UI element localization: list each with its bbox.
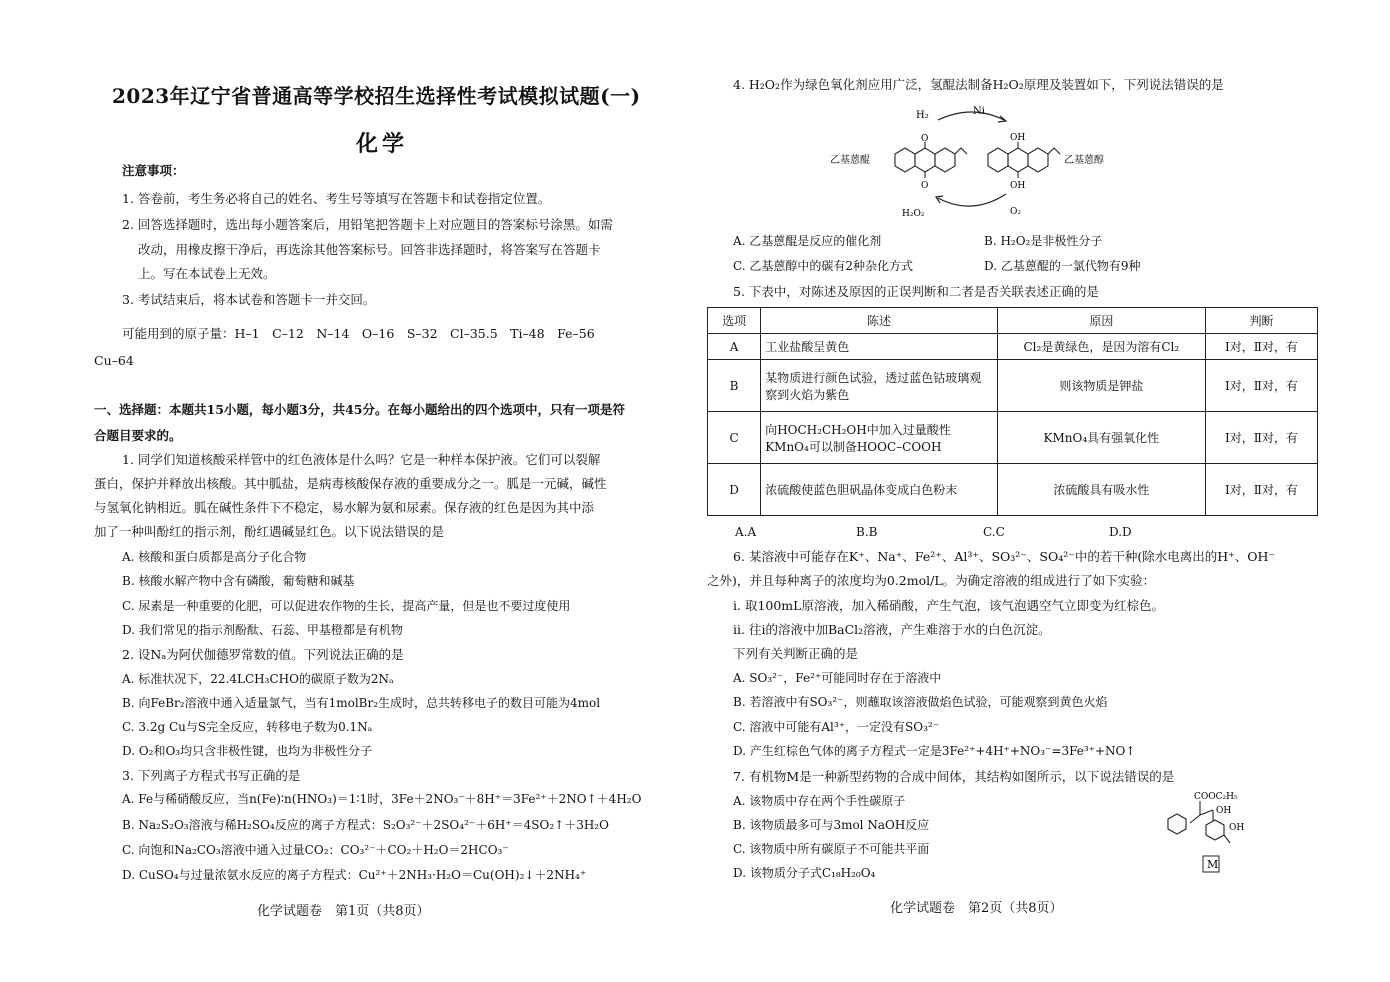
q4-option-b: B. H₂O₂是非极性分子 [984,234,1103,248]
right-molecule-label: 乙基蒽醇 [1064,155,1104,166]
table-header: 原因 [997,308,1205,334]
phenol-oh-group: OH [1229,823,1245,833]
o-top: O [921,134,929,144]
q1-option-a: A. 核酸和蛋白质都是高分子化合物 [122,550,307,564]
right-page [695,0,1390,982]
q1-option-d: D. 我们常见的指示剂酚酞、石蕊、甲基橙都是有机物 [122,623,403,637]
q6-stem: 6. 某溶液中可能存在K⁺、Na⁺、Fe²⁺、Al³⁺、SO₃²⁻、SO₄²⁻中的若干种(除水电离出的H⁺、OH⁻ [733,549,1275,564]
ni-label: Ni [973,106,985,117]
q5-option-b: B.B [856,525,878,539]
phenyl-ring [1168,814,1186,834]
table-cell: KMnO₄具有强氧化性 [997,412,1205,464]
bottom-arrow [938,194,1006,206]
q3-stem: 3. 下列离子方程式书写正确的是 [122,768,301,783]
q4-option-a: A. 乙基蒽醌是反应的催化剂 [733,234,882,248]
q5-table [707,307,1318,516]
ethylanthrahydroquinone-structure [988,142,1060,178]
q3-option-a: A. Fe与稀硝酸反应，当n(Fe)∶n(HNO₃)＝1∶1时，3Fe＋2NO₃⁻＋8H⁺＝3Fe²⁺＋2NO↑＋4H₂O [122,792,642,806]
table-cell: 工业盐酸呈黄色 [761,334,998,360]
q7-option-c: C. 该物质中所有碳原子不可能共平面 [733,842,930,856]
table-cell: 浓硫酸具有吸水性 [997,464,1205,516]
ester-group: COOC₂H₅ [1194,792,1238,802]
table-cell: 浓硫酸使蓝色胆矾晶体变成白色粉末 [761,464,998,516]
table-cell: Cl₂是黄绿色，是因为溶有Cl₂ [997,334,1205,360]
q2-stem: 2. 设Nₐ为阿伏伽德罗常数的值。下列说法正确的是 [122,647,404,662]
q6-option-a: A. SO₃²⁻，Fe²⁺可能同时存在于溶液中 [733,671,942,685]
o2-label: O₂ [1010,207,1021,217]
compound-m-structure [1160,783,1280,879]
table-row [708,334,1318,360]
anthraquinone-cycle-diagram [830,98,1130,224]
table-header: 陈述 [761,308,998,334]
table-cell: 某物质进行颜色试验，透过蓝色钴玻璃观察到火焰为紫色 [761,360,998,412]
oh-top: OH [1010,133,1026,143]
q7-option-b: B. 该物质最多可与3mol NaOH反应 [733,818,930,832]
left-molecule-label: 乙基蒽醌 [830,155,870,166]
atomic-masses-cont: Cu–64 [94,353,134,368]
notice-line: 3. 考试结束后，将本试卷和答题卡一并交回。 [122,292,376,307]
section-heading-cont: 合题目要求的。 [94,428,182,443]
ethylanthraquinone-structure [895,142,967,178]
q7-option-d: D. 该物质分子式C₁₈H₂₀O₄ [733,866,876,880]
q3-option-c: C. 向饱和Na₂CO₃溶液中通入过量CO₂：CO₃²⁻＋CO₂＋H₂O＝2HCO₃⁻ [122,843,509,857]
table-cell: Ⅰ对，Ⅱ对，有 [1205,412,1317,464]
q3-option-d: D. CuSO₄与过量浓氨水反应的离子方程式：Cu²⁺＋2NH₃·H₂O＝Cu(OH)₂↓＋2NH₄⁺ [122,868,587,882]
q3-option-b: B. Na₂S₂O₃溶液与稀H₂SO₄反应的离子方程式：S₂O₃²⁻＋2SO₄²⁻＋6H⁺＝4SO₂↑＋3H₂O [122,818,609,832]
q4-option-c: C. 乙基蒽醇中的碳有2种杂化方式 [733,259,914,273]
h2o2-label: H₂O₂ [902,209,925,219]
phenol-ring [1206,820,1224,840]
notice-line: 改动，用橡皮擦干净后，再选涂其他答案标号。回答非选择题时，将答案写在答题卡 [138,242,601,257]
q6-option-c: C. 溶液中可能有Al³⁺，一定没有SO₃²⁻ [733,720,940,734]
table-row [708,464,1318,516]
q2-option-c: C. 3.2g Cu与S完全反应，转移电子数为0.1Nₐ [122,720,373,734]
notice-line: 1. 答卷前，考生务必将自己的姓名、考生号等填写在答题卡和试卷指定位置。 [122,191,551,206]
table-header: 选项 [708,308,761,334]
table-cell: 向HOCH₂CH₂OH中加入过量酸性KMnO₄可以制备HOOC–COOH [761,412,998,464]
table-cell: Ⅰ对，Ⅱ对，有 [1205,464,1317,516]
table-row [708,360,1318,412]
q1-stem: 1. 同学们知道核酸采样管中的红色液体是什么吗？它是一种样本保护液。它们可以裂解 [122,452,601,467]
o-bottom: O [921,181,929,191]
q5-option-d: D.D [1109,525,1132,539]
table-cell: A [708,334,761,360]
q4-option-d: D. 乙基蒽醌的一氯代物有9种 [984,259,1141,273]
q4-stem: 4. H₂O₂作为绿色氧化剂应用广泛，氢醌法制备H₂O₂原理及装置如下，下列说法错误的是 [733,77,1224,92]
exam-title: 2023年辽宁省普通高等学校招生选择性考试模拟试题(一) [112,84,641,108]
q1-option-c: C. 尿素是一种重要的化肥，可以促进农作物的生长，提高产量，但是也不要过度使用 [122,599,571,613]
oh-group: OH [1216,806,1232,816]
q2-option-d: D. O₂和O₃均只含非极性键，也均为非极性分子 [122,744,373,758]
top-arrow [938,112,1004,120]
q7-stem: 7. 有机物M是一种新型药物的合成中间体，其结构如图所示，以下说法错误的是 [733,769,1175,784]
notice-heading: 注意事项： [122,163,185,178]
table-cell: Ⅰ对，Ⅱ对，有 [1205,360,1317,412]
table-header-row [708,308,1318,334]
page-footer: 化学试题卷 第1页（共8页） [257,904,430,919]
table-row [708,412,1318,464]
q2-option-b: B. 向FeBr₂溶液中通入适量氯气，当有1molBr₂生成时，总共转移电子的数目可能为4mol [122,696,601,710]
q1-stem: 蛋白，保护并释放出核酸。其中胍盐，是病毒核酸保存液的重要成分之一。胍是一元碱，碱性 [94,476,607,491]
table-cell: C [708,412,761,464]
q5-option-a: A.A [735,525,757,539]
table-cell: Ⅰ对，Ⅱ对，有 [1205,334,1317,360]
q1-option-b: B. 核酸水解产物中含有磷酸，葡萄糖和碱基 [122,574,355,588]
q7-option-a: A. 该物质中存在两个手性碳原子 [733,794,906,808]
table-cell: D [708,464,761,516]
section-heading: 一、选择题：本题共15小题，每小题3分，共45分。在每小题给出的四个选项中，只有一项是符 [94,402,625,417]
q6-step: ⅰ. 取100mL原溶液，加入稀硝酸，产生气泡，该气泡遇空气立即变为红棕色。 [733,598,1164,613]
page-footer: 化学试题卷 第2页（共8页） [890,901,1063,916]
notice-line: 2. 回答选择题时，选出每小题答案后，用铅笔把答题卡上对应题目的答案标号涂黑。如需 [122,217,613,232]
oh-bottom: OH [1010,181,1026,191]
table-cell: B [708,360,761,412]
q1-stem: 与氢氧化钠相近。胍在碱性条件下不稳定，易水解为氨和尿素。保存液的红色是因为其中添 [94,500,595,515]
compound-label: M [1207,858,1219,871]
atomic-masses: 可能用到的原子量：H–1 C–12 N–14 O–16 S–32 Cl–35.5 Ti–48 Fe–56 [122,326,595,341]
h2-label: H₂ [916,110,929,121]
table-header: 判断 [1205,308,1317,334]
q2-option-a: A. 标准状况下，22.4LCH₃CHO的碳原子数为2Nₐ [122,672,394,686]
q6-option-d: D. 产生红棕色气体的离子方程式一定是3Fe²⁺+4H⁺+NO₃⁻=3Fe³⁺+NO↑ [733,744,1136,758]
q6-step: ⅱ. 往ⅰ的溶液中加BaCl₂溶液，产生难溶于水的白色沉淀。 [733,622,1051,637]
subject-title: 化学 [356,131,409,157]
q6-question: 下列有关判断正确的是 [733,646,859,661]
table-cell: 则该物质是钾盐 [997,360,1205,412]
q6-stem: 之外)，并且每种离子的浓度均为0.2mol/L。为确定溶液的组成进行了如下实验： [707,573,1156,588]
q1-stem: 加了一种叫酚红的指示剂，酚红遇碱显红色。以下说法错误的是 [94,524,445,539]
q5-option-c: C.C [983,525,1005,539]
notice-line: 上。写在本试卷上无效。 [138,266,276,281]
q5-stem: 5. 下表中，对陈述及原因的正误判断和二者是否关联表述正确的是 [733,284,1099,299]
q6-option-b: B. 若溶液中有SO₃²⁻，则蘸取该溶液做焰色试验，可能观察到黄色火焰 [733,695,1108,709]
